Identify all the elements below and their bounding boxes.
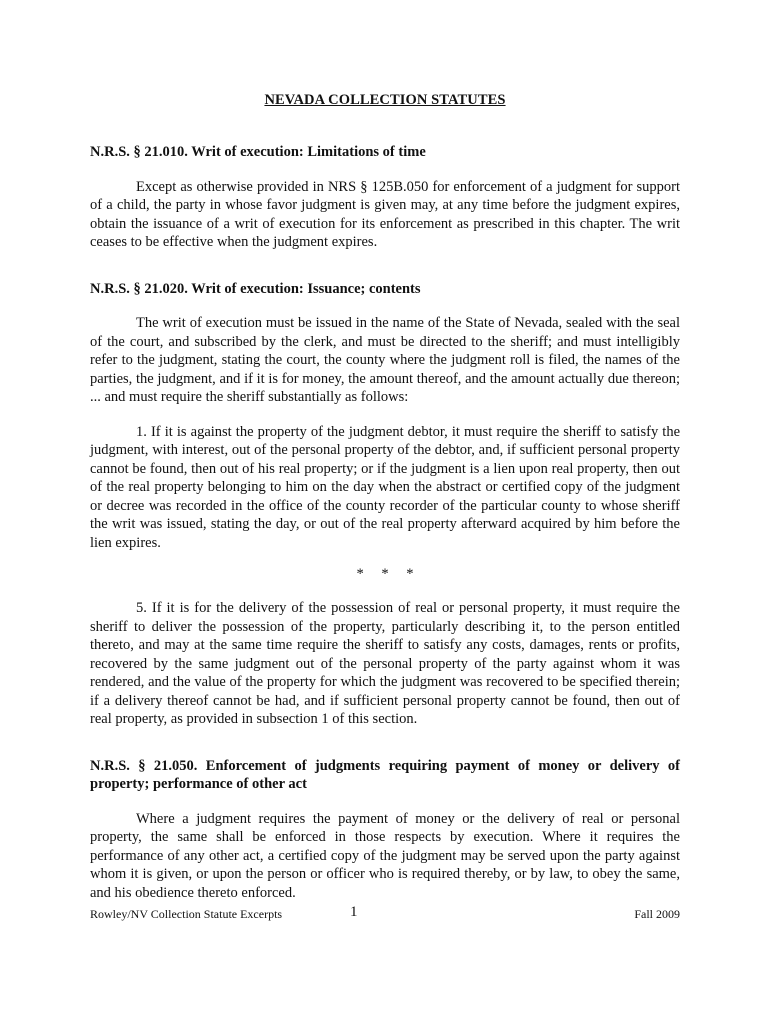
section-paragraph: Where a judgment requires the payment of money or the delivery of real or personal property, the same shall be enforced in those respects by execution. Where it requires the performance of any other act, a certified copy of the judgment may be served upon the party against whom it is given, or upon the person or officer who is required thereby, or by law, to obey the same, and his obedience thereto enforced. [90, 810, 680, 901]
section-21-050 [90, 757, 680, 903]
section-paragraph: Except as otherwise provided in NRS § 125B.050 for enforcement of a judgment for support of a child, the party in whose favor judgment is given may, at any time before the judgment expires, obtain the issuance of a writ of execution for its enforcement as prescribed in this chapter. The writ ceases to be effective when the judgment expires. [90, 178, 680, 250]
section-heading: N.R.S. § 21.020. Writ of execution: Issuance; contents [90, 280, 421, 297]
document-title: NEVADA COLLECTION STATUTES [264, 92, 506, 108]
section-21-020 [90, 280, 680, 729]
page-footer [90, 904, 680, 924]
document-page [90, 92, 680, 918]
omission-separator: * * * [356, 566, 414, 582]
section-paragraph: The writ of execution must be issued in the name of the State of Nevada, sealed with the seal of the court, and subscribed by the clerk, and must be directed to the sheriff; and must intelligibly refer to the judgment, stating the court, the county where the judgment roll is filed, the names of the parties, the judgment, and if it is for money, the amount thereof, and the amount actually due thereon; ... and must require the sheriff substantially as follows: [90, 315, 680, 405]
page-number: 1 [350, 904, 358, 920]
section-heading: N.R.S. § 21.050. Enforcement of judgments requiring payment of money or delivery of property; performance of other act [90, 757, 680, 792]
section-paragraph: 1. If it is against the property of the judgment debtor, it must require the sheriff to satisfy the judgment, with interest, out of the personal property of the debtor, and, if sufficient personal property cannot be found, then out of his real property; or if the judgment is a lien upon real property, then out of the real property belonging to him on the day when the abstract or certified copy of the judgment or decree was recorded in the office of the county recorder of the particular county to whose sheriff the writ was issued, stating the day, or out of the real property afterward acquired by him before the lien expires. [90, 423, 680, 551]
footer-source: Rowley/NV Collection Statute Excerpts [90, 907, 283, 921]
section-heading: N.R.S. § 21.010. Writ of execution: Limitations of time [90, 144, 426, 160]
footer-date: Fall 2009 [634, 907, 680, 921]
section-paragraph: 5. If it is for the delivery of the possession of real or personal property, it must require the sheriff to deliver the possession of the property, particularly describing it, to the person entitled thereto, and may at the same time require the sheriff to satisfy any costs, damages, rents or profits, recovered by the same judgment out of the personal property of the party against whom it was rendered, and the value of the property for which the judgment was recovered to be specified therein; if a delivery thereof cannot be had, and if sufficient personal property cannot be found, then out of real property, as provided in subsection 1 of this section. [90, 600, 680, 727]
section-21-010 [90, 143, 680, 252]
